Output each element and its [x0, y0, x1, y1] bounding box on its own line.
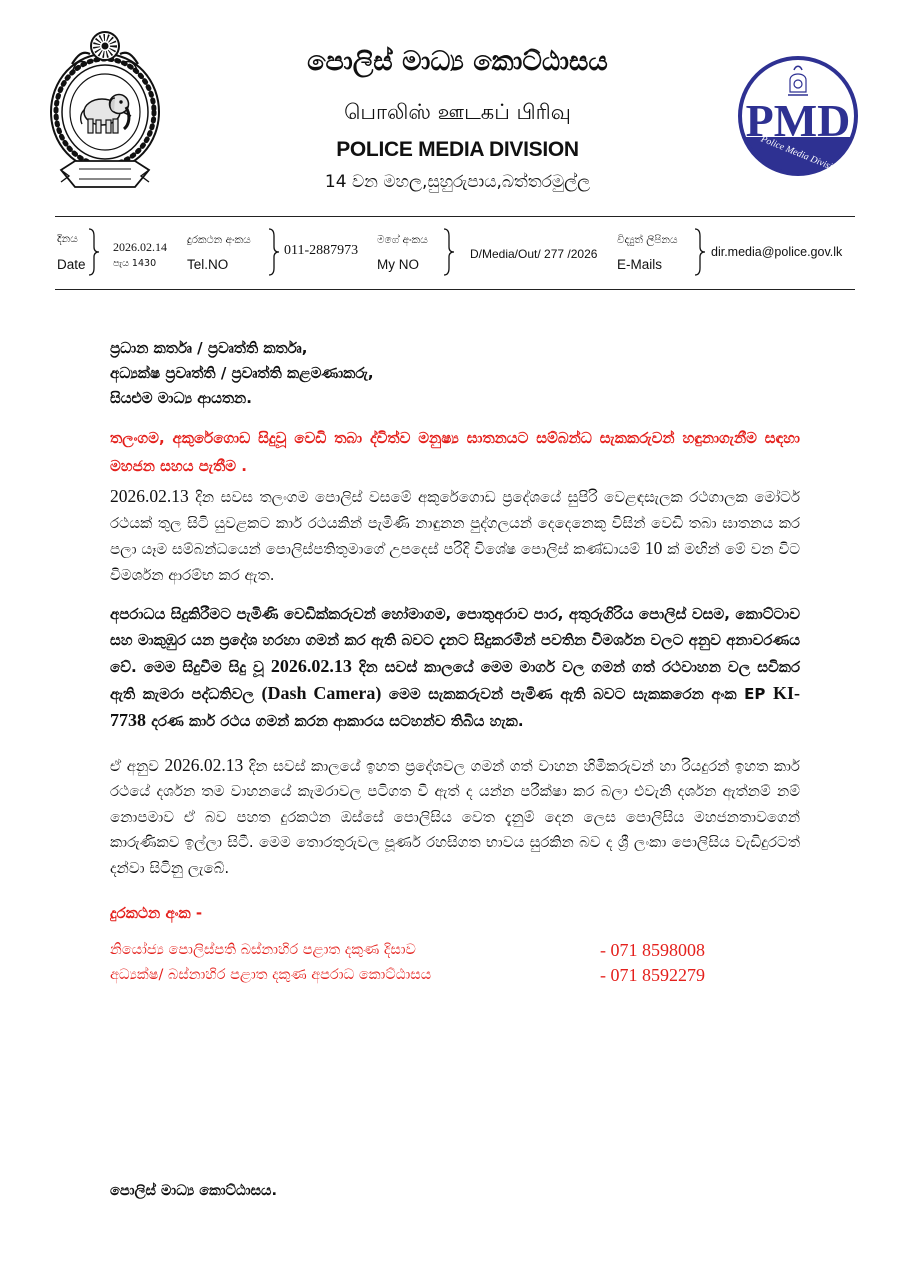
police-crest-icon — [45, 24, 165, 196]
pmd-logo-subtext: SRI LANKA POLICE — [777, 176, 819, 181]
paragraph-text: දරණ කාර් රථය ගමන් කරන ආකාරය සටහන්ව තිබිය හැක. — [146, 711, 524, 730]
vehicle-number: KI-7738 — [110, 682, 801, 730]
press-release-body — [110, 336, 800, 988]
paragraph-investigation — [110, 484, 800, 589]
phone-list — [110, 938, 800, 988]
police-crest-logo — [45, 24, 165, 196]
phone-row — [110, 963, 800, 988]
paragraph-public-request — [110, 753, 800, 882]
paragraph-text: ඒ අනුව — [110, 756, 165, 775]
contact-number: - 071 8598008 — [600, 940, 705, 961]
contact-title: නියෝජ්‍ය පොලිස්පති බස්නාහිර පළාත දකුණ දිසාව — [110, 942, 416, 959]
pmd-logo-letters: PMD — [745, 95, 851, 146]
paragraph-text: මෙම සැකකරුවන් පැමිණ ඇති බවට සැකකරෙන අංක EP — [381, 684, 774, 703]
my-no-label-sinhala: මගේ අංකය — [377, 234, 428, 246]
pmd-logo — [736, 40, 860, 190]
tel-label-english: Tel.NO — [187, 257, 229, 272]
tel-number: 011-2887973 — [284, 243, 359, 258]
paragraph-text: දින සවස තලංගම පොලිස් වසමේ අකුරේගොඩ ප්‍රදේශයේ සුපිරි වෙළඳසැලක රථගාලක මෝටර් රථයක් තුල සිටි යුවළකට කාර් රථයකින් පැමිණි නාඳුනන පුද්ගලයන් දෙදෙනෙකු විසින් වෙඩි තබා ඝාතනය කර පලා යෑම සම්බන්ධයෙන් පොලිස්පතිතුමාගේ උපදෙස් පරිදි විශේෂ පොලිස් කණ්ඩායම් — [110, 488, 800, 559]
email-label-sinhala: විද්‍යුත් ලිපිනය — [617, 234, 678, 246]
phone-numbers-heading: දුරකථන අංක - — [110, 904, 203, 923]
header-title-tamil: பொலிஸ் ஊடகப் பிரிவு — [344, 100, 571, 124]
incident-date: 2026.02.13 — [110, 486, 189, 506]
document-time: පැය 1430 — [113, 258, 157, 269]
paragraph-suspect-route — [110, 601, 800, 734]
subject-heading: තලංගම, අකුරේගොඩ සිදුවූ වෙඩි තබා ද්විත්ව මනුෂ්‍ය ඝාතනයට සම්බන්ධ සැකකරුවන් හඳුනාගැනීම සඳහා මහජන සහය පැතීම . — [110, 429, 800, 475]
contact-number: - 071 8592279 — [600, 965, 705, 986]
incident-date: 2026.02.13 — [270, 655, 352, 676]
pmd-logo-icon — [736, 40, 860, 190]
header-address: 14 වන මහල,සුහුරුපාය,බත්තරමුල්ල — [324, 172, 591, 192]
header-title-english: POLICE MEDIA DIVISION — [336, 138, 579, 161]
divider-top — [55, 216, 855, 217]
addressee-block — [110, 336, 800, 411]
addressee-line: ප්‍රධාන කර්තෘ / ප්‍රවෘත්ති කර්තෘ, — [110, 339, 308, 357]
divider-bottom — [55, 289, 855, 290]
incident-date: 2026.02.13 — [164, 754, 244, 775]
team-count: 10 — [644, 538, 663, 559]
contact-title: අධ්‍යක්ෂ/ බස්නාහිර පළාත දකුණ අපරාධ කොට්ඨාසය — [110, 967, 432, 984]
addressee-line: අධ්‍යක්ෂ ප්‍රවෘත්ති / ප්‍රවෘත්ති කළමණාකරු, — [110, 364, 374, 382]
date-label-english: Date — [57, 257, 86, 272]
email-label-english: E-Mails — [617, 257, 663, 272]
pmd-logo-text: Police Media Division — [759, 134, 843, 176]
date-label-sinhala: දිනය — [57, 233, 78, 245]
tel-label-sinhala: දුරකථන අංකය — [187, 234, 251, 246]
email-address: dir.media@police.gov.lk — [711, 245, 843, 259]
reference-number: D/Media/Out/ 277 /2026 — [470, 247, 598, 261]
brace-icon — [268, 228, 280, 276]
document-date: 2026.02.14 — [113, 240, 167, 254]
dash-camera-term: (Dash Camera) — [261, 682, 382, 703]
addressee-line: සියළුම මාධ්‍ය ආයතන. — [110, 389, 252, 407]
brace-icon — [443, 228, 455, 276]
phone-row — [110, 938, 800, 963]
paragraph-text: දින සවස් කාලයේ මෙම මාර්ග වල ගමන් ගත් රථවාහන වල සවිකර ඇති කැමරා පද්ධතිවල — [110, 657, 801, 703]
brace-icon — [88, 228, 100, 276]
paragraph-text: ක් මඟින් මේ වන විට විමර්ශන ආරම්භ කර ඇත. — [110, 540, 800, 585]
paragraph-text: අපරාධය සිදුකිරීමට පැමිණි වෙඩික්කරුවන් හෝමාගම, පොතුඅරාව පාර, අතුරුගිරිය පොලිස් වසම, කොට්ටාව සහ මාකුඹුර යන ප්‍රදේශ හරහා ගමන් කර ඇති බවට දැනට සිදුකරමින් පවතින විමර්ශන වලට අනුව අනාවරණය වේ. මෙම සිදුවීම සිදු වූ — [110, 604, 800, 676]
signature-line: පොලිස් මාධ්‍ය කොට්ඨාසය. — [110, 1183, 277, 1199]
header-title-sinhala: පොලිස් මාධ්‍ය කොට්ඨාසය — [307, 46, 608, 77]
brace-icon — [694, 228, 706, 276]
paragraph-text: දින සවස් කාලයේ ඉහත ප්‍රදේශවල ගමන් ගත් වාහන හිමිකරුවන් හා රියදුරන් ඉහත කාර් රථයේ දර්ශන තම වාහනයේ කැමරාවල පටිගත වී ඇත් ද යන්න පරීක්ෂා කර බලා එවැනි දර්ශන ඇත්නම් නම් නොපමාව ඒ බව පහත දුරකථන ඔස්සේ පොලිසිය වෙත දැනුම් දෙන ලෙස පොලිසිය මහජනතාවගෙන් කාරුණිකව ඉල්ලා සිටී. මෙම තොරතුරුවල පූර්ණ රහසිගත භාවය සුරකින බව ද ශ්‍රී ලංකා පොලිසිය වැඩිදුරටත් දන්වා සිටිනු ලැබේ. — [110, 756, 800, 877]
my-no-label-english: My NO — [377, 257, 419, 272]
